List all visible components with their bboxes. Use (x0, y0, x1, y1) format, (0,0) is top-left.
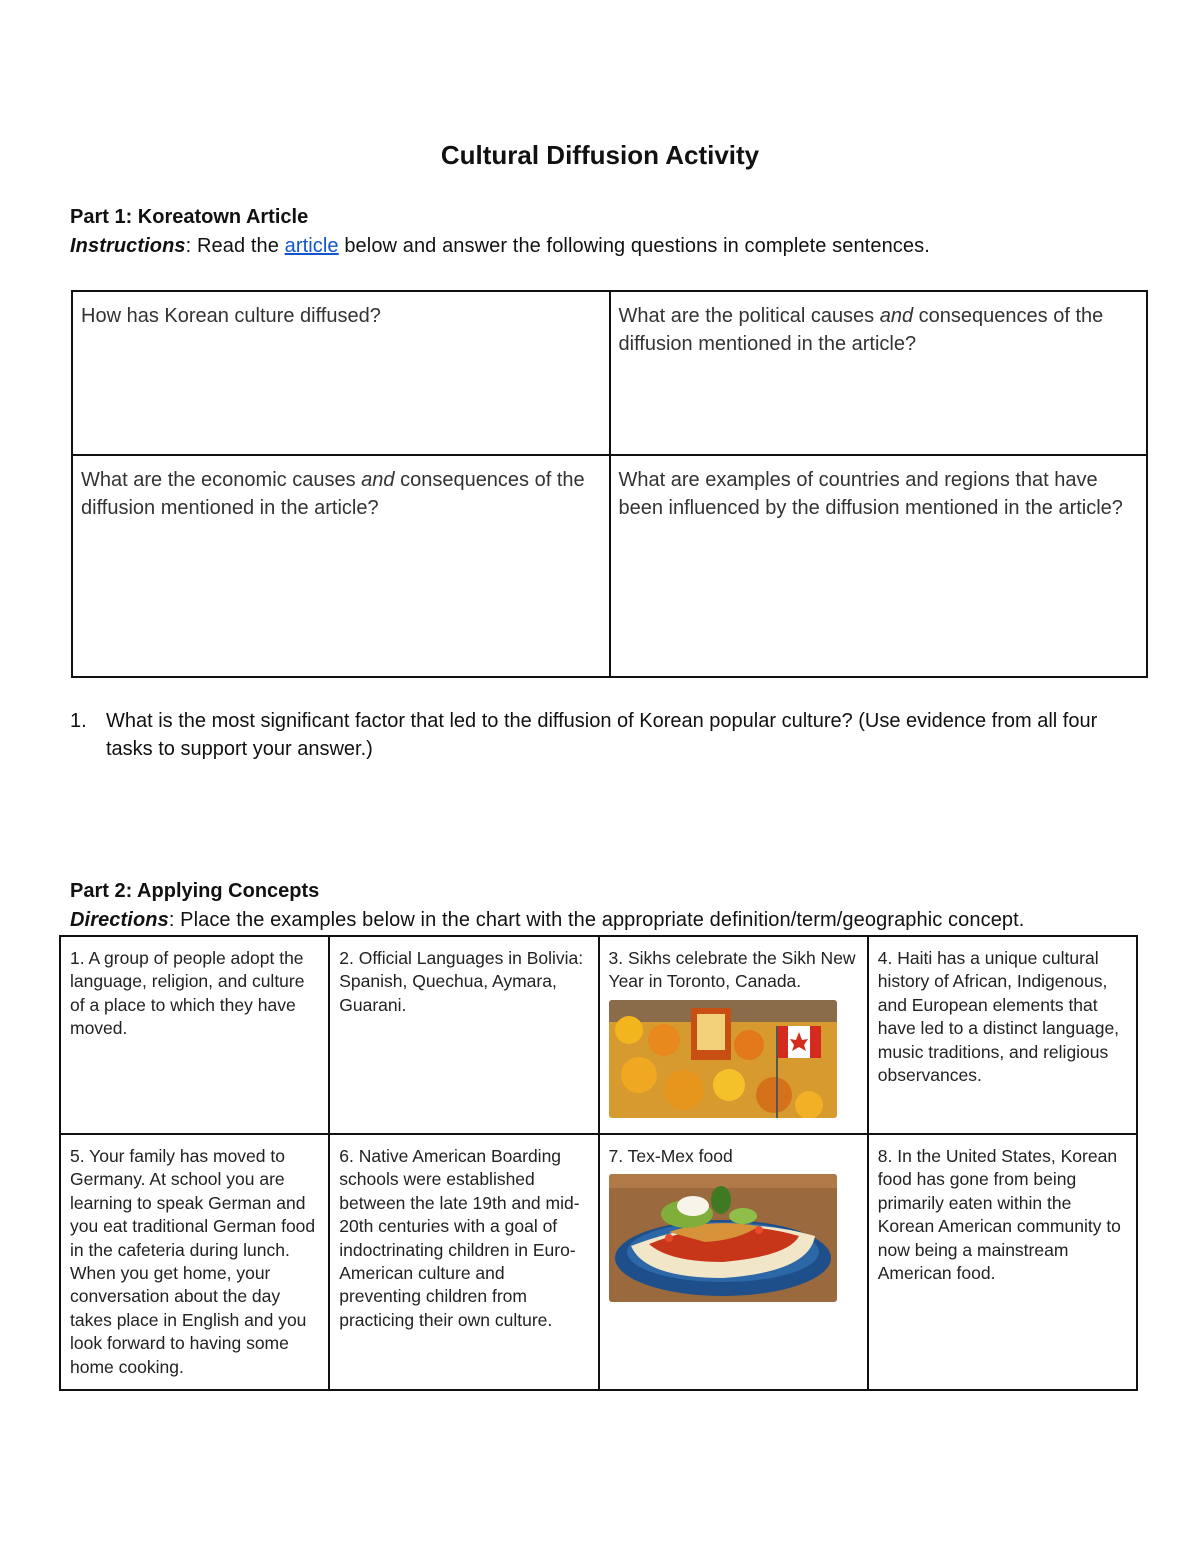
followup-question (70, 707, 1130, 763)
directions-text: : Place the examples below in the chart with the appropriate definition/term/geographic concept. (168, 909, 1025, 931)
followup-number: 1. (70, 710, 87, 732)
example-cell-7 (599, 1134, 868, 1390)
directions-label: Directions (70, 909, 169, 931)
example-cell-1 (60, 936, 329, 1134)
example-cell-4 (868, 936, 1137, 1134)
question-cell-political[interactable] (610, 291, 1148, 455)
instructions-text-pre: : Read the (185, 235, 285, 257)
example-text-1: 1. A group of people adopt the language, religion, and culture of a place to which they have moved. (70, 948, 305, 1039)
example-text-3: 3. Sikhs celebrate the Sikh New Year in Toronto, Canada. (608, 948, 856, 992)
page-title: Cultural Diffusion Activity (440, 140, 760, 170)
tex-mex-food-photo (609, 1174, 837, 1302)
part1-instructions (70, 235, 930, 258)
question-korean-culture: How has Korean culture diffused? (81, 305, 381, 327)
article-link[interactable]: article (284, 235, 339, 257)
followup-text: What is the most significant factor that led to the diffusion of Korean popular culture? (Use evidence from all four tasks to support your answer.) (106, 710, 1098, 760)
sikh-new-year-photo (609, 1000, 837, 1118)
instructions-text-post: below and answer the following questions in complete sentences. (338, 235, 930, 257)
question-cell-economic[interactable] (72, 455, 610, 677)
question-economic: What are the economic causes and consequences of the diffusion mentioned in the article? (81, 469, 585, 519)
part1-heading: Part 1: Koreatown Article (70, 206, 309, 228)
question-table (71, 290, 1148, 678)
question-cell-korean-culture[interactable] (72, 291, 610, 455)
part2-directions (70, 909, 1024, 932)
part2-heading: Part 2: Applying Concepts (70, 880, 320, 902)
example-cell-6 (329, 1134, 598, 1390)
example-text-6: 6. Native American Boarding schools were established between the late 19th and mid-20th centuries with a goal of indoctrinating children in Euro-American culture and preventing children from practicing their own culture. (339, 1146, 580, 1330)
example-text-8: 8. In the United States, Korean food has gone from being primarily eaten within the Korean American community to now being a mainstream American food. (877, 1146, 1121, 1284)
question-political: What are the political causes and consequences of the diffusion mentioned in the article? (618, 305, 1104, 355)
question-cell-countries[interactable] (610, 455, 1148, 677)
example-cell-5 (60, 1134, 329, 1390)
example-cell-8 (868, 1134, 1137, 1390)
instructions-label: Instructions (70, 235, 186, 257)
example-cell-2 (329, 936, 598, 1134)
examples-table (59, 935, 1138, 1391)
question-countries: What are examples of countries and regions that have been influenced by the diffusion mentioned in the article? (618, 469, 1123, 519)
example-cell-3 (599, 936, 868, 1134)
example-text-7: 7. Tex-Mex food (608, 1146, 733, 1166)
example-text-4: 4. Haiti has a unique cultural history of African, Indigenous, and European elements that have led to a distinct language, music traditions, and religious observances. (877, 948, 1120, 1086)
example-text-5: 5. Your family has moved to Germany. At school you are learning to speak German and you eat traditional German food in the cafeteria during lunch. When you get home, your conversation about the day takes place in English and you look forward to having some home cooking. (70, 1146, 316, 1377)
example-text-2: 2. Official Languages in Bolivia: Spanish, Quechua, Aymara, Guarani. (339, 948, 584, 1015)
